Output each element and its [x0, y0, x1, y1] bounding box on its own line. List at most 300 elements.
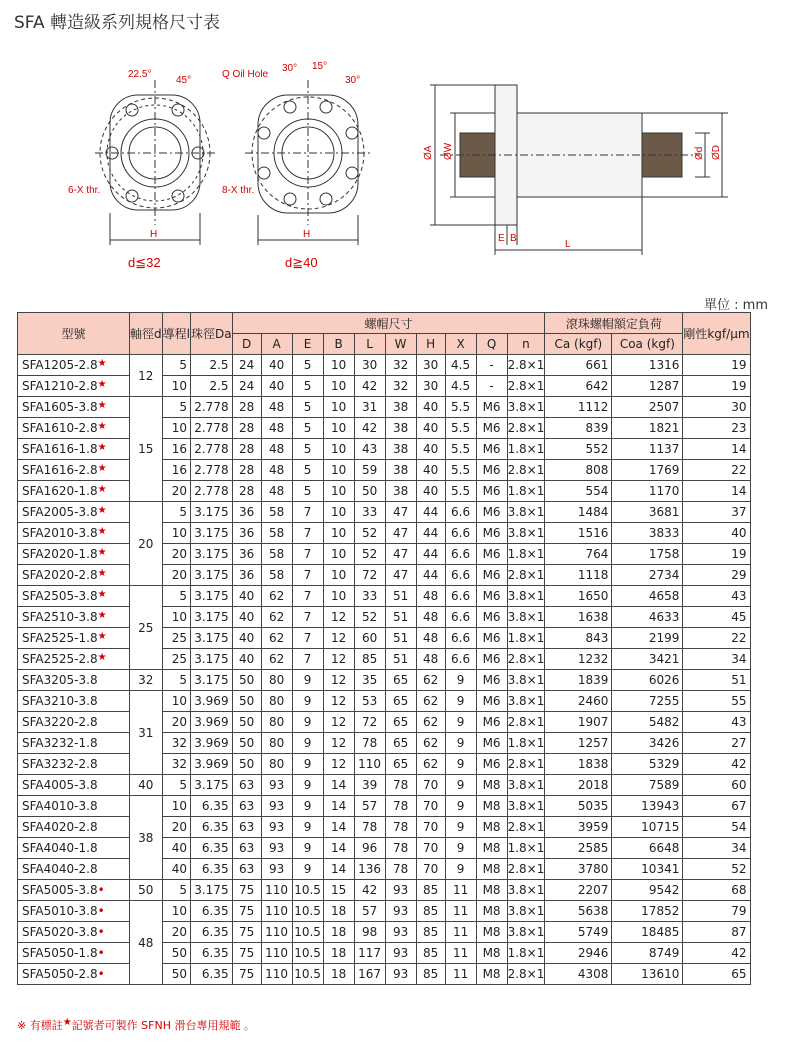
cell-ca: 1484: [545, 502, 612, 523]
cell-W: 78: [385, 859, 416, 880]
cell-ca: 1907: [545, 712, 612, 733]
cell-W: 93: [385, 880, 416, 901]
cell-W: 51: [385, 607, 416, 628]
cell-H: 85: [416, 943, 445, 964]
cell-model: [18, 733, 130, 754]
cell-D: 36: [232, 523, 261, 544]
header-col-W: W: [385, 334, 416, 355]
cell-ca: 1112: [545, 397, 612, 418]
cell-L: 78: [354, 733, 385, 754]
cell-coa: 1137: [612, 439, 683, 460]
cell-ca: 2207: [545, 880, 612, 901]
table-row: [18, 376, 751, 397]
table-row: [18, 607, 751, 628]
cell-H: 85: [416, 964, 445, 985]
cell-D: 75: [232, 943, 261, 964]
cell-A: 58: [261, 502, 292, 523]
cell-ball: 2.5: [190, 376, 232, 397]
cell-model: [18, 901, 130, 922]
fig3-a: ØA: [423, 145, 434, 160]
model-name: SFA5050-1.8: [22, 946, 98, 960]
cell-B: 12: [323, 670, 354, 691]
cell-H: 44: [416, 523, 445, 544]
cell-Q: M6: [476, 481, 507, 502]
table-row: [18, 670, 751, 691]
star-mark: ★: [97, 589, 107, 600]
header-shaft: 軸徑d: [130, 313, 163, 355]
model-name: SFA2020-2.8: [22, 568, 98, 582]
cell-D: 63: [232, 796, 261, 817]
header-col-D: D: [232, 334, 261, 355]
cell-A: 80: [261, 733, 292, 754]
cell-E: 9: [292, 838, 323, 859]
model-name: SFA4020-2.8: [22, 820, 98, 834]
cell-lead: 25: [162, 628, 190, 649]
star-mark: ★: [97, 379, 107, 390]
cell-E: 9: [292, 796, 323, 817]
cell-W: 65: [385, 733, 416, 754]
cell-X: 9: [445, 796, 476, 817]
cell-W: 93: [385, 964, 416, 985]
fig2-angle3: 30°: [345, 75, 361, 86]
cell-rigidity: 19: [683, 544, 750, 565]
cell-model: [18, 796, 130, 817]
cell-lead: 32: [162, 754, 190, 775]
cell-B: 10: [323, 397, 354, 418]
cell-A: 93: [261, 775, 292, 796]
cell-X: 9: [445, 775, 476, 796]
cell-model: [18, 628, 130, 649]
model-name: SFA1205-2.8: [22, 358, 98, 372]
cell-n: 2.8×1: [507, 460, 545, 481]
cell-model: [18, 397, 130, 418]
cell-E: 9: [292, 775, 323, 796]
fig2-thread: 8-X thr.: [222, 185, 255, 196]
cell-A: 58: [261, 544, 292, 565]
cell-Q: M6: [476, 565, 507, 586]
cell-n: 2.8×1: [507, 859, 545, 880]
footnote-prefix: ※ 有標註: [17, 1019, 63, 1032]
cell-coa: 4633: [612, 607, 683, 628]
cell-B: 10: [323, 565, 354, 586]
cell-B: 12: [323, 754, 354, 775]
cell-H: 48: [416, 586, 445, 607]
cell-shaft: 40: [130, 775, 163, 796]
spec-table: [17, 312, 751, 985]
table-row: [18, 502, 751, 523]
table-row: [18, 355, 751, 376]
cell-D: 50: [232, 733, 261, 754]
footnote: [17, 1017, 255, 1033]
cell-H: 62: [416, 712, 445, 733]
cell-model: [18, 460, 130, 481]
cell-coa: 2734: [612, 565, 683, 586]
model-name: SFA2525-2.8: [22, 652, 98, 666]
cell-rigidity: 34: [683, 838, 750, 859]
cell-model: [18, 481, 130, 502]
cell-model: [18, 775, 130, 796]
cell-rigidity: 51: [683, 670, 750, 691]
fig1-angle2: 45°: [176, 75, 192, 86]
cell-ball: 3.969: [190, 712, 232, 733]
header-col-E: E: [292, 334, 323, 355]
cell-model: [18, 607, 130, 628]
cell-D: 24: [232, 376, 261, 397]
cell-ca: 2460: [545, 691, 612, 712]
cell-model: [18, 523, 130, 544]
table-row: [18, 880, 751, 901]
cell-Q: M6: [476, 607, 507, 628]
cell-L: 57: [354, 796, 385, 817]
cell-B: 10: [323, 481, 354, 502]
cell-E: 7: [292, 523, 323, 544]
table-row: [18, 544, 751, 565]
table-row: [18, 712, 751, 733]
cell-coa: 7255: [612, 691, 683, 712]
cell-coa: 1287: [612, 376, 683, 397]
cell-B: 18: [323, 964, 354, 985]
star-mark: ★: [97, 484, 107, 495]
cell-E: 5: [292, 460, 323, 481]
header-col-Q: Q: [476, 334, 507, 355]
cell-D: 24: [232, 355, 261, 376]
cell-A: 110: [261, 901, 292, 922]
cell-n: 3.8×1: [507, 670, 545, 691]
table-row: [18, 460, 751, 481]
cell-ball: 6.35: [190, 838, 232, 859]
cell-L: 35: [354, 670, 385, 691]
cell-Q: M8: [476, 775, 507, 796]
star-mark: ★: [97, 631, 107, 642]
cell-X: 4.5: [445, 355, 476, 376]
cell-Q: M6: [476, 586, 507, 607]
cell-A: 62: [261, 607, 292, 628]
cell-L: 30: [354, 355, 385, 376]
cell-X: 6.6: [445, 628, 476, 649]
cell-n: 1.8×1: [507, 628, 545, 649]
header-col-ca: Ca (kgf): [545, 334, 612, 355]
cell-coa: 3681: [612, 502, 683, 523]
cell-model: [18, 922, 130, 943]
table-row: [18, 523, 751, 544]
cell-B: 12: [323, 691, 354, 712]
cell-model: [18, 544, 130, 565]
cell-shaft: 15: [130, 397, 163, 502]
page-title: SFA 轉造級系列規格尺寸表: [14, 13, 221, 33]
cell-ca: 552: [545, 439, 612, 460]
table-row: [18, 439, 751, 460]
cell-lead: 10: [162, 691, 190, 712]
cell-W: 65: [385, 691, 416, 712]
cell-H: 40: [416, 439, 445, 460]
table-row: [18, 628, 751, 649]
star-mark: ★: [97, 568, 107, 579]
cell-B: 18: [323, 943, 354, 964]
cell-Q: M6: [476, 628, 507, 649]
cell-rigidity: 65: [683, 964, 750, 985]
cell-D: 75: [232, 880, 261, 901]
cell-ball: 3.175: [190, 880, 232, 901]
cell-model: [18, 880, 130, 901]
cell-ca: 1516: [545, 523, 612, 544]
fig1-h: H: [150, 229, 158, 240]
cell-Q: M6: [476, 754, 507, 775]
cell-rigidity: 42: [683, 754, 750, 775]
cell-L: 43: [354, 439, 385, 460]
cell-n: 3.8×1: [507, 901, 545, 922]
cell-B: 10: [323, 376, 354, 397]
cell-rigidity: 54: [683, 817, 750, 838]
cell-B: 12: [323, 628, 354, 649]
cell-X: 4.5: [445, 376, 476, 397]
cell-H: 62: [416, 733, 445, 754]
cell-B: 12: [323, 733, 354, 754]
cell-E: 10.5: [292, 964, 323, 985]
cell-X: 5.5: [445, 418, 476, 439]
cell-rigidity: 14: [683, 439, 750, 460]
cell-ball: 3.175: [190, 586, 232, 607]
cell-model: [18, 712, 130, 733]
model-name: SFA1610-2.8: [22, 421, 98, 435]
cell-X: 11: [445, 901, 476, 922]
cell-A: 93: [261, 796, 292, 817]
cell-L: 98: [354, 922, 385, 943]
cell-X: 9: [445, 859, 476, 880]
header-col-L: L: [354, 334, 385, 355]
cell-shaft: 25: [130, 586, 163, 670]
cell-ball: 6.35: [190, 817, 232, 838]
cell-H: 85: [416, 901, 445, 922]
cell-W: 78: [385, 796, 416, 817]
cell-B: 10: [323, 544, 354, 565]
cell-W: 93: [385, 922, 416, 943]
cell-Q: M8: [476, 922, 507, 943]
cell-ball: 3.969: [190, 691, 232, 712]
cell-model: [18, 649, 130, 670]
cell-ball: 2.778: [190, 481, 232, 502]
cell-D: 40: [232, 628, 261, 649]
cell-n: 1.8×1: [507, 481, 545, 502]
cell-ca: 1257: [545, 733, 612, 754]
cell-rigidity: 87: [683, 922, 750, 943]
model-name: SFA1616-1.8: [22, 442, 98, 456]
cell-model: [18, 586, 130, 607]
cell-model: [18, 754, 130, 775]
header-col-H: H: [416, 334, 445, 355]
cell-H: 40: [416, 481, 445, 502]
cell-Q: -: [476, 355, 507, 376]
cell-n: 3.8×1: [507, 880, 545, 901]
table-row: [18, 922, 751, 943]
footnote-text: 記號者可製作 SFNH 滑台專用規範 。: [71, 1019, 255, 1032]
cell-B: 10: [323, 355, 354, 376]
cell-coa: 8749: [612, 943, 683, 964]
cell-n: 3.8×1: [507, 922, 545, 943]
cell-lead: 40: [162, 838, 190, 859]
cell-E: 5: [292, 355, 323, 376]
fig3-e: E: [498, 233, 505, 244]
table-row: [18, 649, 751, 670]
table-row: [18, 775, 751, 796]
cell-D: 36: [232, 502, 261, 523]
cell-W: 65: [385, 670, 416, 691]
cell-n: 3.8×1: [507, 586, 545, 607]
cell-shaft: 50: [130, 880, 163, 901]
cell-D: 36: [232, 544, 261, 565]
cell-E: 7: [292, 628, 323, 649]
cell-X: 9: [445, 733, 476, 754]
cell-A: 48: [261, 439, 292, 460]
cell-model: [18, 838, 130, 859]
table-row: [18, 754, 751, 775]
table-row: [18, 964, 751, 985]
diagram-area: [0, 55, 790, 285]
model-name: SFA3220-2.8: [22, 715, 98, 729]
cell-D: 63: [232, 838, 261, 859]
star-mark: ★: [97, 526, 107, 537]
model-name: SFA2525-1.8: [22, 631, 98, 645]
model-name: SFA5050-2.8: [22, 967, 98, 981]
cell-lead: 5: [162, 880, 190, 901]
cell-ball: 2.778: [190, 460, 232, 481]
cell-rigidity: 52: [683, 859, 750, 880]
fig2-oil: Q Oil Hole: [222, 69, 269, 80]
cell-rigidity: 19: [683, 376, 750, 397]
cell-H: 30: [416, 355, 445, 376]
cell-A: 62: [261, 649, 292, 670]
model-name: SFA1210-2.8: [22, 379, 98, 393]
cell-L: 78: [354, 817, 385, 838]
cell-ca: 839: [545, 418, 612, 439]
star-mark: ★: [97, 610, 107, 621]
cell-n: 1.8×1: [507, 943, 545, 964]
cell-H: 44: [416, 544, 445, 565]
cell-ball: 3.175: [190, 544, 232, 565]
cell-ca: 2018: [545, 775, 612, 796]
cell-n: 1.8×1: [507, 838, 545, 859]
cell-shaft: 31: [130, 691, 163, 775]
cell-model: [18, 691, 130, 712]
cell-model: [18, 817, 130, 838]
cell-lead: 20: [162, 922, 190, 943]
cell-ball: 2.5: [190, 355, 232, 376]
model-name: SFA5005-3.8: [22, 883, 98, 897]
cell-A: 58: [261, 523, 292, 544]
cell-B: 15: [323, 880, 354, 901]
cell-H: 40: [416, 397, 445, 418]
cell-X: 6.6: [445, 502, 476, 523]
cell-lead: 5: [162, 586, 190, 607]
cell-W: 38: [385, 418, 416, 439]
cell-lead: 10: [162, 607, 190, 628]
cell-W: 78: [385, 838, 416, 859]
cell-A: 93: [261, 859, 292, 880]
cell-B: 18: [323, 922, 354, 943]
cell-n: 2.8×1: [507, 817, 545, 838]
cell-D: 63: [232, 859, 261, 880]
cell-L: 167: [354, 964, 385, 985]
cell-H: 62: [416, 754, 445, 775]
cell-ball: 3.175: [190, 565, 232, 586]
cell-A: 80: [261, 670, 292, 691]
cell-A: 80: [261, 754, 292, 775]
cell-ball: 6.35: [190, 943, 232, 964]
cell-ball: 3.969: [190, 754, 232, 775]
cell-rigidity: 79: [683, 901, 750, 922]
cell-Q: M6: [476, 544, 507, 565]
cell-E: 10.5: [292, 880, 323, 901]
cell-ca: 1838: [545, 754, 612, 775]
table-row: [18, 943, 751, 964]
technical-drawing: [0, 55, 790, 285]
cell-B: 12: [323, 607, 354, 628]
dot-mark: •: [97, 946, 105, 960]
cell-rigidity: 37: [683, 502, 750, 523]
cell-B: 10: [323, 439, 354, 460]
cell-E: 9: [292, 712, 323, 733]
cell-B: 12: [323, 649, 354, 670]
cell-X: 11: [445, 964, 476, 985]
cell-A: 40: [261, 376, 292, 397]
cell-rigidity: 42: [683, 943, 750, 964]
cell-B: 12: [323, 712, 354, 733]
cell-A: 48: [261, 418, 292, 439]
cell-ball: 3.175: [190, 649, 232, 670]
cell-Q: M8: [476, 796, 507, 817]
cell-rigidity: 27: [683, 733, 750, 754]
header-nut: 螺帽尺寸: [232, 313, 545, 334]
cell-model: [18, 565, 130, 586]
cell-W: 38: [385, 460, 416, 481]
cell-ball: 3.969: [190, 733, 232, 754]
star-mark: ★: [97, 463, 107, 474]
cell-ca: 2585: [545, 838, 612, 859]
cell-H: 48: [416, 607, 445, 628]
cell-Q: M6: [476, 523, 507, 544]
table-row: [18, 565, 751, 586]
cell-D: 28: [232, 418, 261, 439]
cell-n: 2.8×1: [507, 418, 545, 439]
cell-W: 38: [385, 481, 416, 502]
fig3-D: ØD: [711, 145, 722, 160]
cell-A: 110: [261, 880, 292, 901]
cell-A: 62: [261, 586, 292, 607]
header-col-X: X: [445, 334, 476, 355]
cell-ca: 843: [545, 628, 612, 649]
model-name: SFA3232-2.8: [22, 757, 98, 771]
cell-Q: M6: [476, 733, 507, 754]
cell-lead: 50: [162, 964, 190, 985]
cell-n: 3.8×1: [507, 523, 545, 544]
cell-ball: 2.778: [190, 397, 232, 418]
cell-D: 75: [232, 901, 261, 922]
model-name: SFA2505-3.8: [22, 589, 98, 603]
cell-W: 51: [385, 649, 416, 670]
header-col-B: B: [323, 334, 354, 355]
cell-D: 40: [232, 649, 261, 670]
cell-A: 110: [261, 964, 292, 985]
cell-B: 10: [323, 418, 354, 439]
cell-coa: 17852: [612, 901, 683, 922]
cell-W: 65: [385, 712, 416, 733]
cell-A: 93: [261, 817, 292, 838]
model-name: SFA1605-3.8: [22, 400, 98, 414]
model-name: SFA2005-3.8: [22, 505, 98, 519]
fig2-h: H: [303, 229, 311, 240]
cell-coa: 6648: [612, 838, 683, 859]
cell-lead: 25: [162, 649, 190, 670]
cell-Q: M6: [476, 397, 507, 418]
